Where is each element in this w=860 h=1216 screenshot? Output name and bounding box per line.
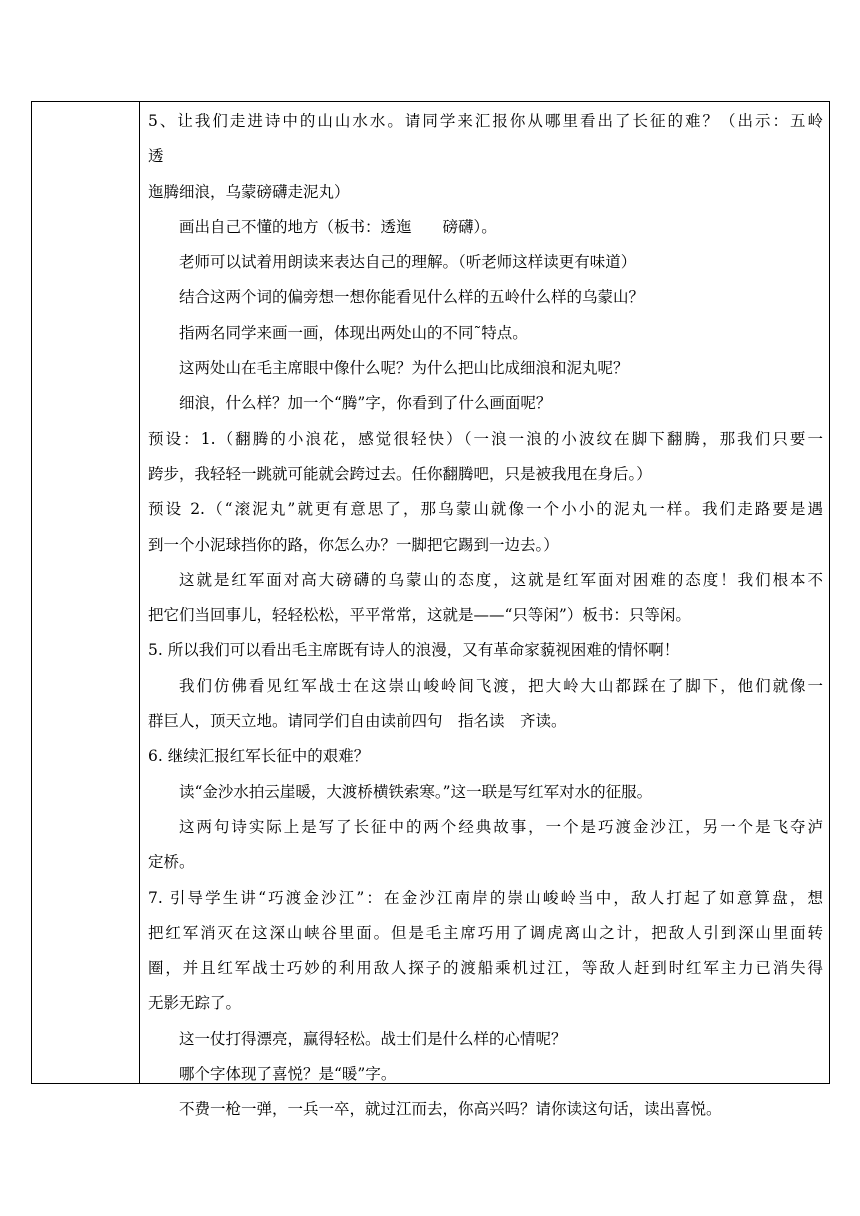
line-28: 哪个字体现了喜悦？是“暖”字。 <box>179 1065 397 1084</box>
line-19: 6. 继续汇报红军长征中的艰难？ <box>148 747 370 766</box>
line-16: 5. 所以我们可以看出毛主席既有诗人的浪漫，又有革命家藐视困难的情怀啊！ <box>148 641 680 660</box>
line-15: 把它们当回事儿，轻轻松松，平平常常，这就是——“只等闲”）板书：只等闲。 <box>148 606 691 625</box>
line-2: 透 <box>148 147 164 166</box>
lesson-content-cell <box>141 102 829 1119</box>
line-11: 跨步，我轻轻一跳就可能就会跨过去。任你翻腾吧，只是被我甩在身后。） <box>148 464 652 483</box>
line-29: 不费一枪一弹，一兵一卒，就过江而去，你高兴吗？请你读这句话，读出喜悦。 <box>179 1100 722 1119</box>
line-1: 5、让我们走进诗中的山山水水。请同学来汇报你从哪里看出了长征的难？（出示：五岭 <box>148 112 823 130</box>
line-18: 群巨人，顶天立地。请同学们自由读前四句 指名读 齐读。 <box>148 712 567 731</box>
line-10: 预设：1.（翻腾的小浪花，感觉很轻快）（一浪一浪的小波纹在脚下翻腾，那我们只要一 <box>148 429 823 448</box>
line-13: 到一个小泥球挡你的路，你怎么办？一脚把它踢到一边去。） <box>148 535 559 554</box>
line-6: 结合这两个词的偏旁想一想你能看见什么样的五岭什么样的乌蒙山？ <box>179 288 645 307</box>
line-20: 读“金沙水拍云崖暖，大渡桥横铁索寒。”这一联是写红军对水的征服。 <box>179 782 653 801</box>
lesson-plan-table <box>31 101 830 1119</box>
line-7: 指两名同学来画一画，体现出两处山的不同˜特点。 <box>179 323 528 342</box>
line-3: 迤腾细浪，乌蒙磅礴走泥丸） <box>148 182 350 201</box>
line-26: 无影无踪了。 <box>148 994 242 1013</box>
line-24: 把红军消灭在这深山峡谷里面。但是毛主席巧用了调虎离山之计，把敌人引到深山里面转 <box>148 923 823 942</box>
line-5: 老师可以试着用朗读来表达自己的理解。（听老师这样读更有味道） <box>179 253 637 272</box>
line-22: 定桥。 <box>148 853 195 872</box>
line-21: 这两句诗实际上是写了长征中的两个经典故事，一个是巧渡金沙江，另一个是飞夺泸 <box>179 817 823 836</box>
line-23: 7. 引导学生讲“巧渡金沙江”：在金沙江南岸的崇山峻岭当中，敌人打起了如意算盘，想 <box>148 888 823 907</box>
line-9: 细浪，什么样？加一个“腾”字，你看到了什么画面呢？ <box>179 394 552 413</box>
line-14: 这就是红军面对高大磅礴的乌蒙山的态度，这就是红军面对困难的态度！我们根本不 <box>179 570 823 589</box>
line-17: 我们仿佛看见红军战士在这崇山峻岭间飞渡，把大岭大山都踩在了脚下，他们就像一 <box>179 676 823 695</box>
line-8: 这两处山在毛主席眼中像什么呢？为什么把山比成细浪和泥丸呢？ <box>179 359 629 378</box>
line-27: 这一仗打得漂亮，赢得轻松。战士们是什么样的心情呢？ <box>179 1029 567 1048</box>
line-25: 圈，并且红军战士巧妙的利用敌人探子的渡船乘机过江，等敌人赶到时红军主力已消失得 <box>148 959 823 978</box>
line-12: 预设 2.（“滚泥丸”就更有意思了，那乌蒙山就像一个小小的泥丸一样。我们走路要是遇 <box>148 500 823 519</box>
line-4: 画出自己不懂的地方（板书：透迤 磅礴）。 <box>179 217 497 236</box>
left-label-cell <box>32 102 140 1083</box>
